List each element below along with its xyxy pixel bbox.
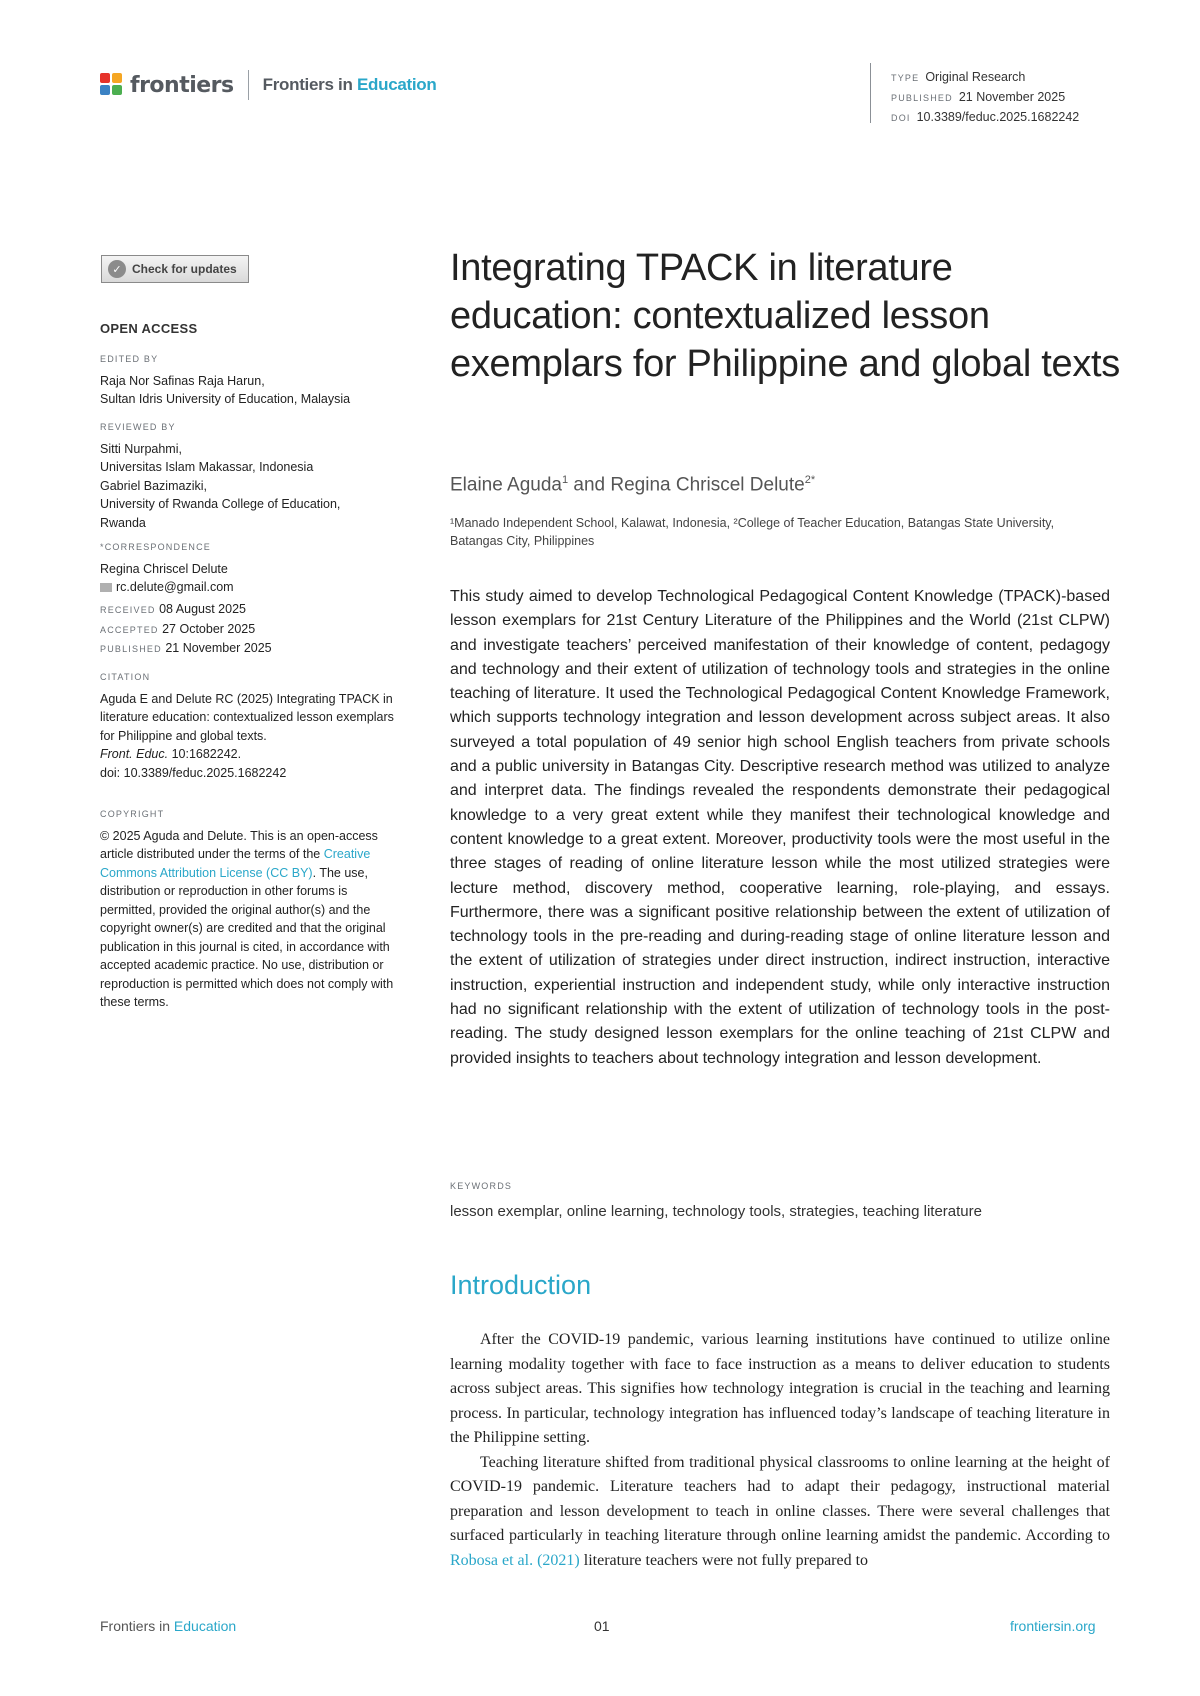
email-icon <box>100 583 112 592</box>
copyright: COPYRIGHT © 2025 Aguda and Delute. This is an open-access article distributed under the terms of the Creative Commons Attribution License (CC BY). The use, distribution or reproduction in other forums is permitted, provided the original author(s) and the copyright owner(s) are credited and that the original publication in this journal is cited, in accordance with accepted academic practice. No use, distribution or reproduction is permitted which does not comply with these terms. <box>100 809 394 1009</box>
article-title: Integrating TPACK in literature education: contextualized lesson exemplars for Philippine and global texts <box>450 247 1120 385</box>
intro-paragraph-1: After the COVID-19 pandemic, various learning institutions have continued to utilize online learning modality together with face to face instruction as a means to deliver education to students across subject areas. This signifies how technology integration is crucial in the teaching and learning process. In particular, technology integration has influenced today’s landscape of teaching literature in the Philippine setting. <box>450 1331 1110 1446</box>
meta-divider <box>870 63 871 123</box>
keywords: lesson exemplar, online learning, technology tools, strategies, teaching literature <box>450 1203 982 1220</box>
meta-published: PUBLISHED 21 November 2025 <box>891 90 1066 104</box>
citation: CITATION Aguda E and Delute RC (2025) Integrating TPACK in literature education: contextualized lesson exemplars for Philippine and global texts. Front. Educ. 10:1682242. doi: 10.3389/feduc.2025.1682242 <box>100 672 394 780</box>
introduction-heading: Introduction <box>450 1270 592 1300</box>
open-access-label: OPEN ACCESS <box>100 321 198 336</box>
correspondence-name: Regina Chriscel Delute <box>100 561 228 576</box>
author-2: Regina Chriscel Delute <box>610 474 805 496</box>
footer-site-link[interactable]: frontiersin.org <box>1010 1618 1096 1634</box>
abstract: This study aimed to develop Technological Pedagogical Content Knowledge (TPACK)-based lesson exemplars for 21st Century Literature of the Philippines and the World (21st CLPW) and investigate teachers’ perceived manifestation of their knowledge of content, pedagogy and technology and their extent of utilization of technology tools and strategies in the online teaching of literature. It used the Technological Pedagogical Content Knowledge Framework, which supports technology integration and lesson development across subject areas. It also surveyed a total population of 49 senior high school English teachers from private schools and a public university in Batangas City. Descriptive research method was utilized to analyze and interpret data. The findings revealed the respondents demonstrate their pedagogical knowledge to a very great extent while they manifest their technological knowledge and content knowledge to a great extent. Moreover, productivity tools were the most useful in the three stages of reading of online literature lesson while the most utilized strategies were lecture method, discovery method, cooperative learning, role-playing, and essays. Furthermore, there was a significant positive relationship between the extent of utilization of technology tools in the pre-reading and during-reading stage of online literature lesson and the extent of utilization of strategies under direct instruction, indirect instruction, interactive instruction, experiential instruction and independent study, while only interactive instruction had no significant relationship with the extent of utilization of technology tools in the post-reading. The study designed lesson exemplars for the online teaching of 21st CLPW and provided insights to teachers about technology integration and lesson development. <box>450 588 1110 1067</box>
logo-wordmark: frontiers <box>130 72 234 98</box>
check-updates-label: Check for updates <box>132 262 237 276</box>
correspondence: *CORRESPONDENCE Regina Chriscel Delute rc.delute@gmail.com <box>100 538 400 597</box>
frontiers-logo <box>100 70 436 100</box>
check-updates-icon: ✓ <box>108 260 126 278</box>
intro-paragraph-2: Teaching literature shifted from traditional physical classrooms to online learning at the height of COVID-19 pandemic. Literature teachers had to adapt their pedagogy, instructional material preparation and lesson development to teach in online classes. There were several challenges that surfaced particularly in teaching literature through online learning amidst the pandemic. According to Robosa et al. (2021) literature teachers were not fully prepared to <box>450 1453 1110 1569</box>
affiliations: ¹Manado Independent School, Kalawat, Indonesia, ²College of Teacher Education, Batangas State University, Batangas City, Philippines <box>450 516 1055 548</box>
reviewed-by: REVIEWED BY Sitti Nurpahmi, Universitas Islam Makassar, Indonesia Gabriel Bazimaziki, University of Rwanda College of Education, Rwanda <box>100 422 341 530</box>
footer-journal: Frontiers in Education <box>100 1618 237 1634</box>
frontiers-logo-icon <box>100 73 124 97</box>
meta-type: TYPE Original Research <box>891 70 1026 84</box>
license-link[interactable]: Creative Commons Attribution License (CC BY) <box>100 847 371 880</box>
meta-doi: DOI 10.3389/feduc.2025.1682242 <box>891 110 1080 124</box>
edited-by: EDITED BY Raja Nor Safinas Raja Harun, Sultan Idris University of Education, Malaysia <box>100 354 351 406</box>
reference-link[interactable]: Robosa et al. (2021) <box>450 1551 580 1569</box>
keywords-label: KEYWORDS <box>450 1181 513 1191</box>
author-1: Elaine Aguda <box>450 474 562 496</box>
logo-divider <box>248 70 249 100</box>
check-for-updates-button[interactable] <box>101 255 249 283</box>
dates: RECEIVED 08 August 2025 ACCEPTED 27 October 2025 PUBLISHED 21 November 2025 <box>100 602 272 655</box>
page-number: 01 <box>594 1618 610 1634</box>
journal-name: Frontiers in Education <box>262 75 437 94</box>
introduction-body <box>450 1328 1110 1573</box>
authors: Elaine Aguda$^1$ and Regina Chriscel Delute$^{2*}$ <box>450 474 816 496</box>
article-meta <box>891 68 1079 128</box>
correspondence-email[interactable]: rc.delute@gmail.com <box>116 580 234 594</box>
